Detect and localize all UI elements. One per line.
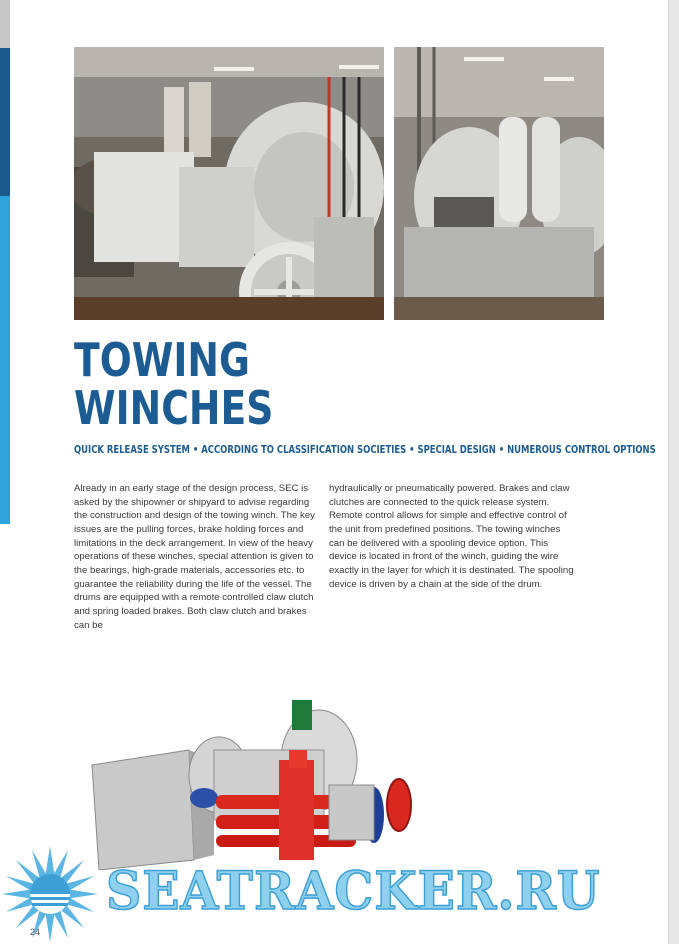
side-bar-grey: [0, 0, 10, 48]
page-number: 24: [30, 927, 41, 937]
feature-subtitle: QUICK RELEASE SYSTEM • ACCORDING TO CLASSIFICATION SOCIETIES • SPECIAL DESIGN • NUMEROUS CONTROL OPTIONS: [74, 444, 656, 456]
page-title: [74, 333, 274, 435]
side-bar-light-blue: [0, 196, 10, 524]
winch-photo-left: [74, 47, 384, 320]
watermark-text: SEATRACKER.RU: [106, 861, 601, 922]
body-text-column-right: hydraulically or pneumatically powered. Brakes and claw clutches are connected to the quick release system. Remote control allows for simple and effective control of the unit from predefined positions. The towing winches can be delivered with a spooling device option. This device is located in front of the winch, guiding the wire exactly in the layer for which it is destinated. The spooling device is driven by a chain at the side of the drum.: [329, 483, 574, 590]
page-edge: [668, 0, 679, 944]
body-text-column-left: Already in an early stage of the design process, SEC is asked by the shipowner or shipyard to advise regarding the construction and design of the towing winch. The key issues are the pulling forces, brake holding forces and limitations in the deck arrangement. In view of the heavy operations of these winches, special attention is given to the bearings, high-grade materials, accessories etc. to guarantee the reliability during the life of the vessel. The drums are equipped with a remote controlled claw clutch and spring loaded brakes. Both claw clutch and brakes can be: [74, 483, 315, 631]
title-line-1: TOWING: [74, 333, 250, 387]
winch-photo-right: [394, 47, 604, 320]
title-line-2: WINCHES: [74, 381, 274, 435]
side-bar-dark-blue: [0, 48, 10, 196]
